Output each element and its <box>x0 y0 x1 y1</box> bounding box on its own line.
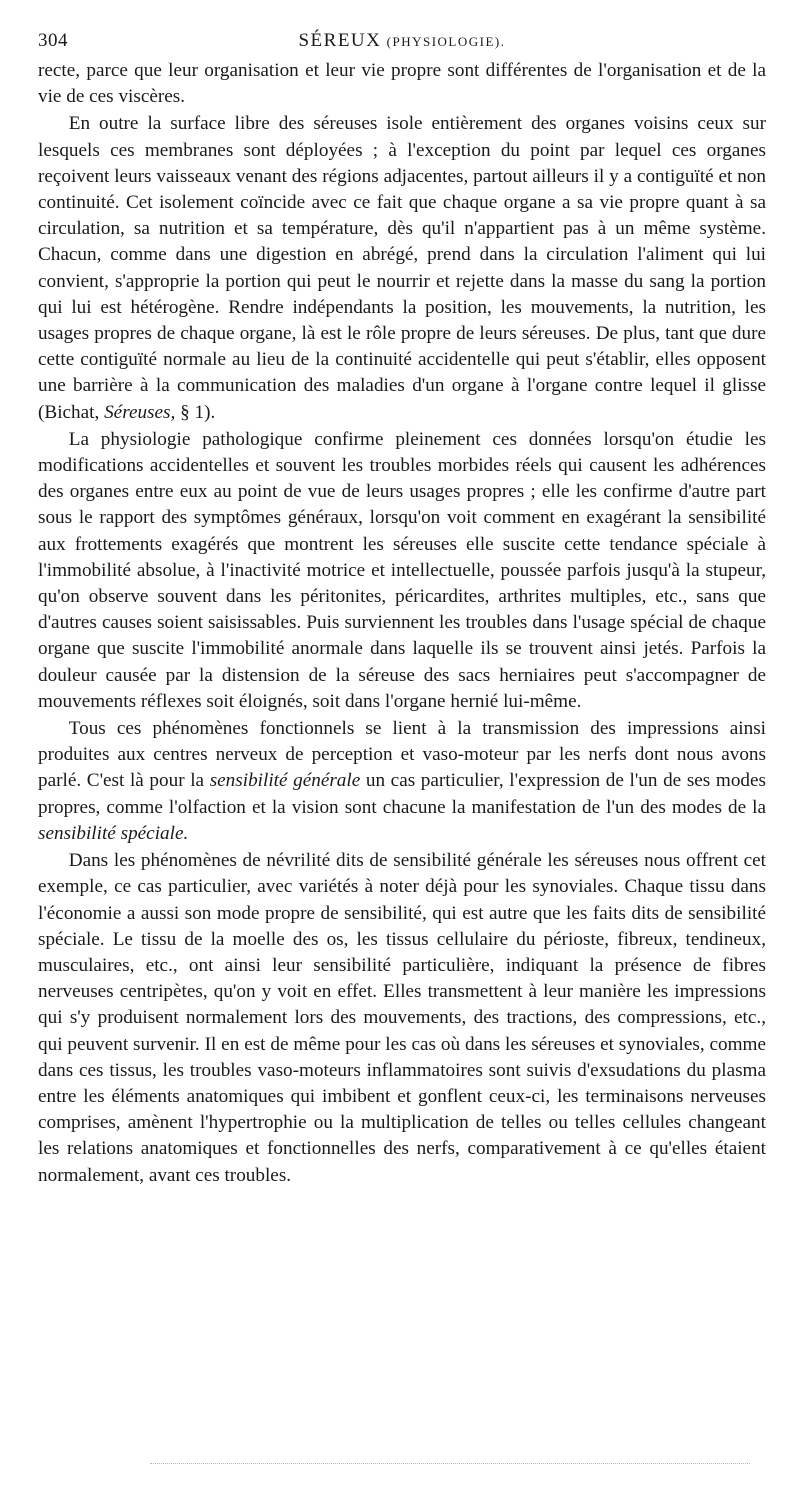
bichat-reference: Séreuses, <box>104 401 176 423</box>
italic-term-general: sensibilité générale <box>209 770 361 792</box>
book-page <box>38 30 766 1189</box>
paragraph-4: Tous ces phénomènes fonctionnels se lient à la transmission des impressions ainsi produites aux centres nerveux de perception et vaso-moteur par les nerfs dont nous avons parlé. C'est là pour la sensibilité générale un cas particulier, l'expression de l'un de ses modes propres, comme l'olfaction et la vision sont chacune la manifestation de l'un des modes de la sensibilité spéciale. <box>38 718 766 844</box>
paragraph-1: recte, parce que leur organisation et leur vie propre sont différentes de l'organisation et de la vie de ces viscères. <box>38 60 766 108</box>
paragraph-5: Dans les phénomènes de névrilité dits de sensibilité générale les séreuses nous offrent cet exemple, ce cas particulier, avec variétés à noter déjà pour les synoviales. Chaque tissu dans l'économie a aussi son mode propre de sensibilité, qui est autre que les faits dits de sensibilité spéciale. Le tissu de la moelle des os, les tissus cellulaire du périoste, fibreux, tendineux, musculaires, etc., ont ainsi leur sensibilité particulière, indiquant la présence de fibres nerveuses centripètes, qu'on y voit en effet. Elles transmettent à leur manière les impressions qui s'y produisent normalement lors des mouvements, des tractions, des compressions, etc., qui peuvent survenir. Il en est de même pour les cas où dans les séreuses et synoviales, comme dans ces tissus, les troubles vaso-moteurs inflammatoires sont suivis d'exsudations du plasma entre les éléments anatomiques qui imbibent et gonflent ceux-ci, les terminaisons nerveuses comprises, amènent l'hypertrophie ou la multiplication de telles ou telles cellules changeant les relations anatomiques et fonctionnelles des nerfs, comparativement à ce qu'elles étaient normalement, avant ces troubles. <box>38 850 766 1186</box>
running-title-main: SÉREUX <box>298 30 382 51</box>
running-title <box>38 30 766 52</box>
running-head <box>38 30 766 58</box>
page-number: 304 <box>38 30 68 51</box>
paragraph-2: En outre la surface libre des séreuses isole entièrement des organes voisins ceux sur lesquels ces membranes sont déployées ; à l'exception du point par lequel ces organes reçoivent leurs vaisseaux venant des régions adjacentes, partout ailleurs il y a contiguïté et non continuité. Cet isolement coïncide avec ce fait que chaque organe a sa vie propre quant à sa circulation, sa nutrition et sa température, dès qu'il n'appartient pas à un même système. Chacun, comme dans une digestion en abrégé, prend dans la circulation l'aliment qui lui convient, s'approprie la portion qui peut le nourrir et rejette dans la masse du sang la portion qui lui est hétérogène. Rendre indépendants la position, les mouvements, la nutrition, les usages propres de chaque organe, là est le rôle propre de leurs séreuses. De plus, tant que dure cette contiguïté normale au lieu de la continuité accidentelle qui peut s'établir, elles opposent une barrière à la communication des maladies d'un organe à l'organe contre lequel il glisse (Bichat, Séreuses, § 1). <box>38 113 766 423</box>
body-text <box>38 58 766 1189</box>
italic-term-special: sensibilité spéciale. <box>38 822 189 844</box>
paragraph-3: La physiologie pathologique confirme pleinement ces données lorsqu'on étudie les modifications accidentelles et souvent les troubles morbides réels qui causent les adhérences des organes entre eux au point de vue de leurs usages propres ; elle les confirme d'autre part sous le rapport des symptômes généraux, lorsqu'on voit comment en exagérant la sensibilité aux frottements exagérés que montrent les séreuses elle suscite cette tendance spéciale à l'immobilité absolue, à l'inactivité motrice et intellectuelle, poussée parfois jusqu'à la stupeur, qu'on observe souvent dans les péritonites, péricardites, arthrites multiples, etc., sans que d'autres causes soient saisissables. Puis surviennent les troubles dans l'usage spécial de chaque organe que suscite l'immobilité anormale dans laquelle ils se trouvent ainsi jetés. Parfois la douleur causée par la distension de la séreuse des sacs herniaires peut s'accompagner de mouvements réflexes soit éloignés, soit dans l'organe hernié lui-même. <box>38 428 766 712</box>
bottom-bleed-through-rule <box>150 1463 750 1464</box>
running-title-sub: (PHYSIOLOGIE). <box>386 34 506 49</box>
